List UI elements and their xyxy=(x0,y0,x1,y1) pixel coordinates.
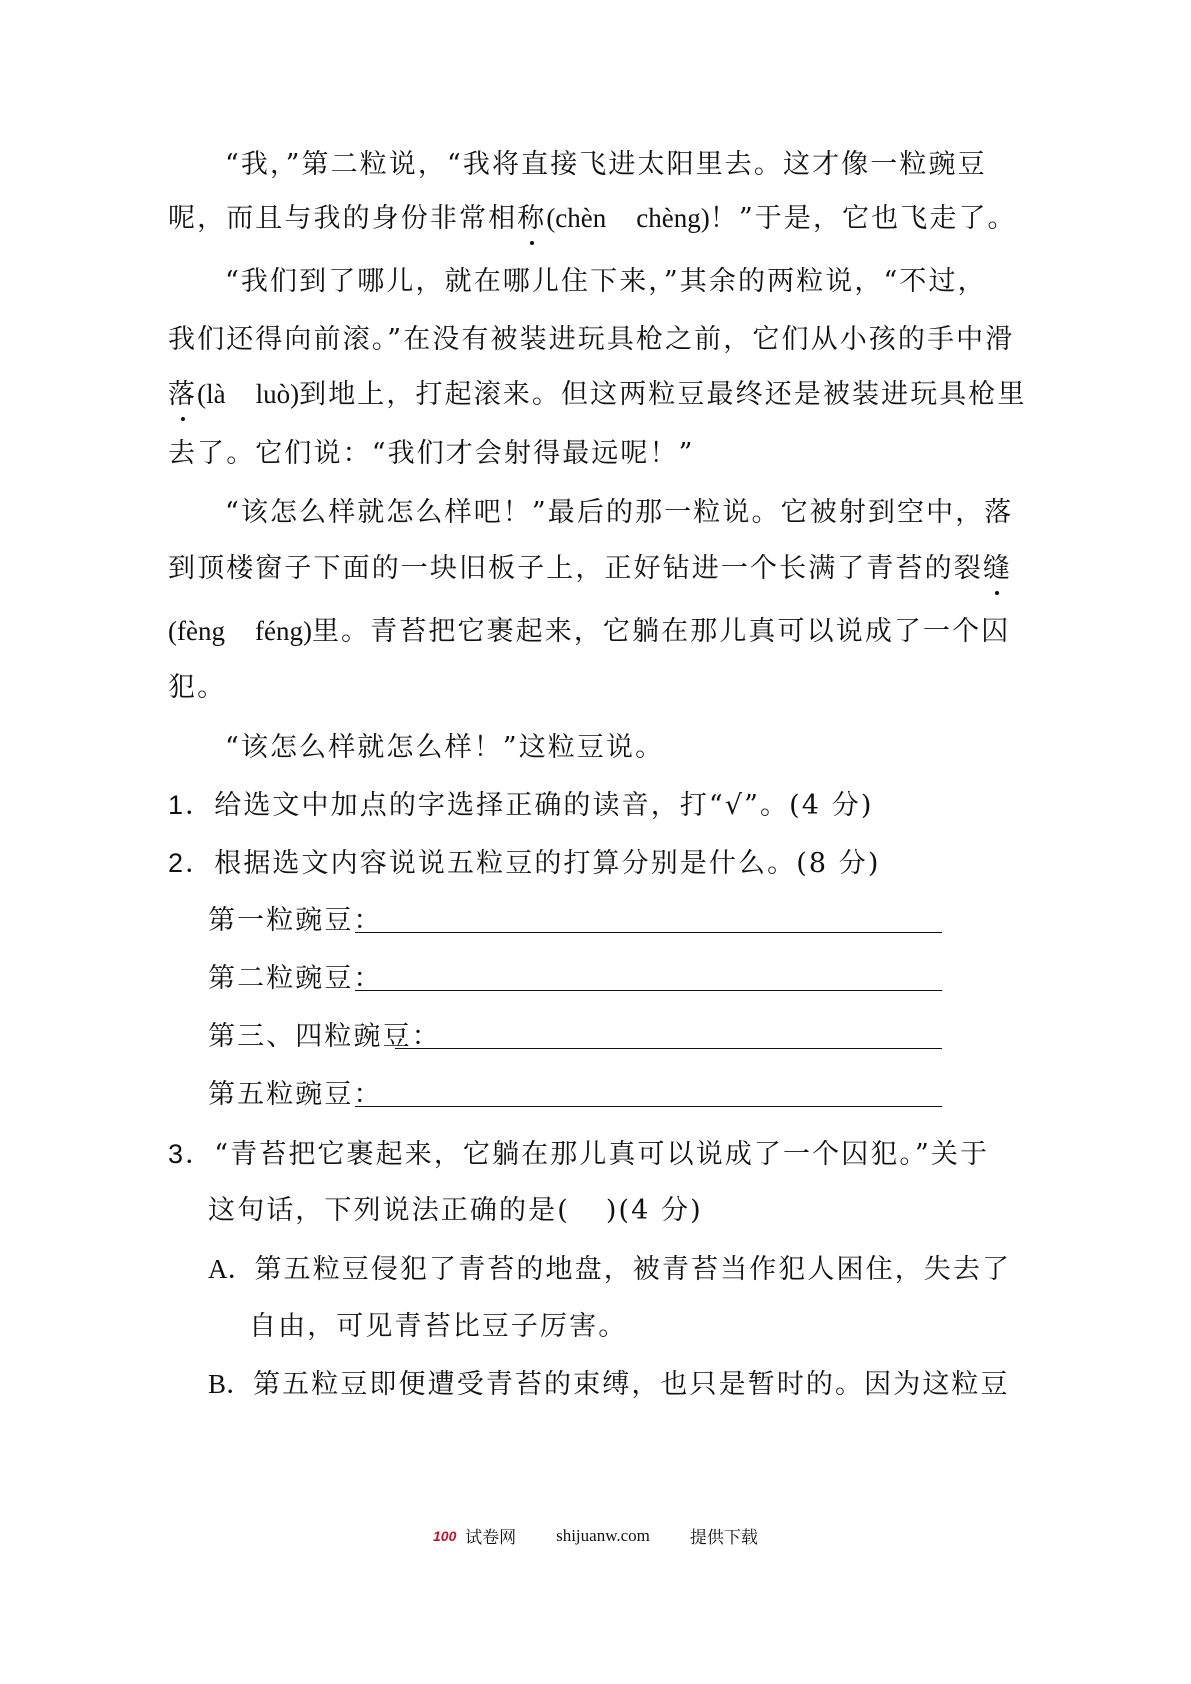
answer-blank-1[interactable] xyxy=(355,932,942,933)
pinyin-options xyxy=(546,203,709,233)
answer-blank-4[interactable] xyxy=(355,1106,942,1107)
answer-label-2: 第二粒豌豆： xyxy=(208,963,383,994)
pinyin-option: féng) xyxy=(254,616,312,646)
question-text: 根据选文内容说说五粒豆的打算分别是什么。(8 分) xyxy=(214,848,881,879)
pinyin-option: (chèn xyxy=(546,203,607,233)
question-1 xyxy=(168,788,873,823)
answer-blank-3[interactable] xyxy=(395,1048,942,1049)
text-segment: ！”于是，它也飞走了。 xyxy=(709,203,1017,234)
svg-text:100: 100 xyxy=(433,1527,457,1544)
option-label: A． xyxy=(208,1254,255,1284)
question-2 xyxy=(168,846,881,881)
passage-line-7: “该怎么样就怎么样吧！”最后的那一粒说。它被射到空中，落 xyxy=(225,497,1014,528)
passage-line-9 xyxy=(168,614,1010,649)
passage-line-5 xyxy=(168,377,1027,412)
footer-note: 提供下载 xyxy=(689,1528,758,1548)
question-text: “青苔把它裹起来，它躺在那儿真可以说成了一个囚犯。”关于 xyxy=(214,1139,990,1170)
question-number: 1． xyxy=(168,790,215,820)
passage-line-11: “该怎么样就怎么样！”这粒豆说。 xyxy=(225,732,665,763)
footer xyxy=(0,1523,1191,1548)
question-3-line-2 xyxy=(208,1194,703,1228)
answer-blank-2[interactable] xyxy=(355,990,942,991)
text-segment: 里。青苔把它裹起来，它躺在那儿真可以说成了一个囚 xyxy=(311,616,1011,647)
passage-line-8 xyxy=(168,552,1012,586)
question-number: 3． xyxy=(168,1139,215,1169)
pinyin-option: (fèng xyxy=(168,616,225,646)
dotted-char: 落 xyxy=(168,379,198,410)
question-3 xyxy=(168,1137,989,1172)
question-text: 这句话，下列说法正确的是( xyxy=(208,1195,570,1226)
passage-line-10: 犯。 xyxy=(168,672,227,703)
footer-site[interactable]: shijuanw.com xyxy=(556,1525,650,1545)
option-b[interactable] xyxy=(208,1367,1010,1402)
option-text: 第五粒豆即便遭受青苔的束缚，也只是暂时的。因为这粒豆 xyxy=(253,1369,1010,1400)
footer-brand: 试卷网 xyxy=(465,1528,517,1548)
brand-logo-icon xyxy=(433,1528,463,1544)
passage-line-1: “我，”第二粒说，“我将直接飞进太阳里去。这才像一粒豌豆 xyxy=(225,149,987,180)
passage-line-2 xyxy=(168,201,1017,236)
option-a-line-2: 自由，可见青苔比豆子厉害。 xyxy=(249,1311,628,1342)
option-a[interactable] xyxy=(208,1252,1011,1287)
passage-line-4: 我们还得向前滚。”在没有被装进玩具枪之前，它们从小孩的手中滑 xyxy=(168,324,1015,355)
option-label: B． xyxy=(208,1369,254,1399)
score-note: )(4 分) xyxy=(605,1195,703,1226)
text-segment: 到顶楼窗子下面的一块旧板子上，正好钻进一个长满了青苔的裂 xyxy=(168,553,983,584)
dotted-char: 缝 xyxy=(982,553,1012,584)
text-segment: 呢，而且与我的身份非常相 xyxy=(168,203,518,234)
passage-line-6: 去了。它们说：“我们才会射得最远呢！” xyxy=(168,438,695,469)
dotted-char: 称 xyxy=(517,203,547,234)
answer-label-4: 第五粒豌豆： xyxy=(208,1079,383,1110)
answer-label-3: 第三、四粒豌豆： xyxy=(208,1021,441,1052)
question-number: 2． xyxy=(168,848,215,878)
answer-label-1: 第一粒豌豆： xyxy=(208,905,383,936)
pinyin-option: (là xyxy=(197,379,226,409)
pinyin-option: luò) xyxy=(255,379,300,409)
pinyin-options xyxy=(168,616,312,646)
pinyin-option: chèng) xyxy=(636,203,710,233)
pinyin-options xyxy=(197,379,299,409)
option-text: 第五粒豆侵犯了青苔的地盘，被青苔当作犯人困住，失去了 xyxy=(254,1254,1012,1285)
question-text: 给选文中加点的字选择正确的读音，打“√”。(4 分) xyxy=(214,790,874,821)
passage-line-3: “我们到了哪儿，就在哪儿住下来，”其余的两粒说，“不过， xyxy=(225,266,987,297)
text-segment: 到地上，打起滚来。但这两粒豆最终还是被装进玩具枪里 xyxy=(299,379,1027,410)
